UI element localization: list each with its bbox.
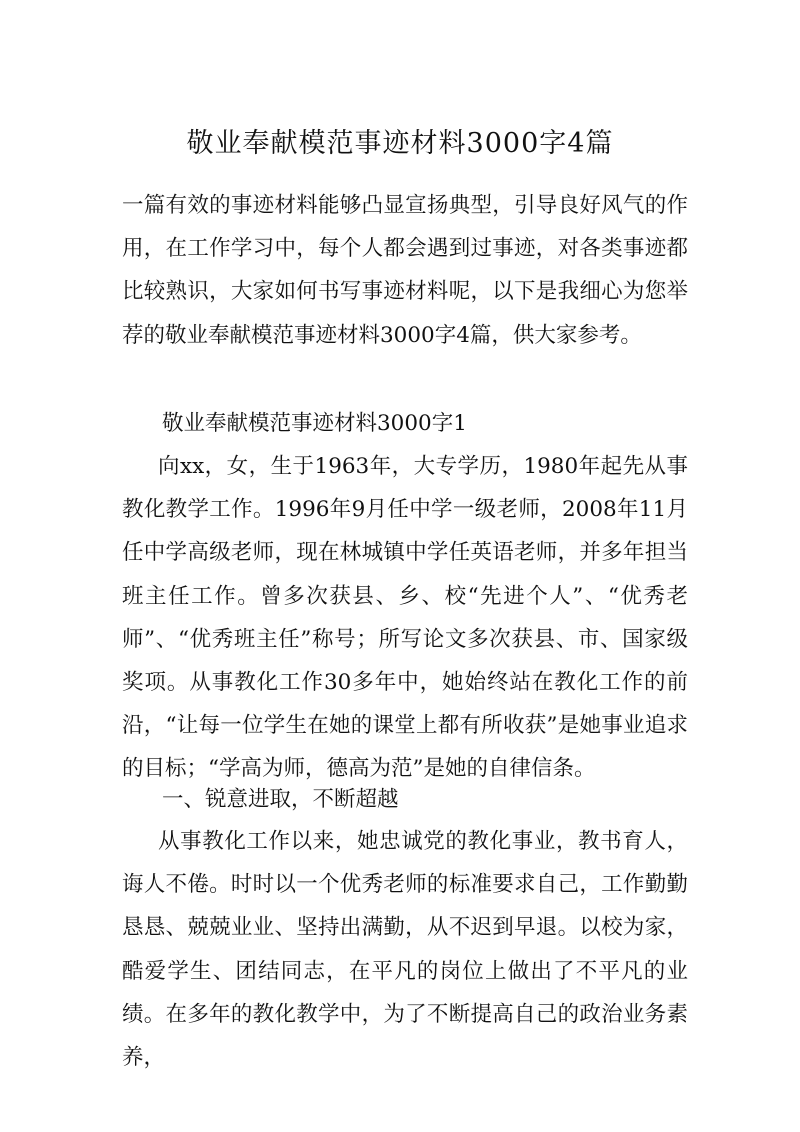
body-paragraph-2: 从事教化工作以来，她忠诚党的教化事业，教书育人，诲人不倦。时时以一个优秀老师的标准要求自己，工作勤勤恳恳、兢兢业业、坚持出满勤，从不迟到早退。以校为家，酷爱学生、团结同志，在平凡的岗位上做出了不平凡的业绩。在多年的教化教学中，为了不断提高自己的政治业务素养， [122, 829, 688, 1071]
sub-heading: 一、锐意进取，不断超越 [162, 787, 399, 812]
section-heading: 敬业奉献模范事迹材料3000字1 [162, 411, 467, 436]
document-title: 敬业奉献模范事迹材料3000字4篇 [186, 128, 614, 159]
intro-paragraph: 一篇有效的事迹材料能够凸显宣扬典型，引导良好风气的作用，在工作学习中，每个人都会遇到过事迹，对各类事迹都比较熟识，大家如何书写事迹材料呢，以下是我细心为您举荐的敬业奉献模范事迹材料3000字4篇，供大家参考。 [122, 193, 688, 348]
body-paragraph-1: 向xx，女，生于1963年，大专学历，1980年起先从事教化教学工作。1996年9月任中学一级老师，2008年11月任中学高级老师，现在林城镇中学任英语老师，并多年担当班主任工作。曾多次获县、乡、校“先进个人”、“优秀老师”、“优秀班主任”称号；所写论文多次获县、市、国家级奖项。从事教化工作30多年中，她始终站在教化工作的前沿，“让每一位学生在她的课堂上都有所收获”是她事业追求的目标；“学高为师，德高为范”是她的自律信条。 [122, 454, 688, 782]
